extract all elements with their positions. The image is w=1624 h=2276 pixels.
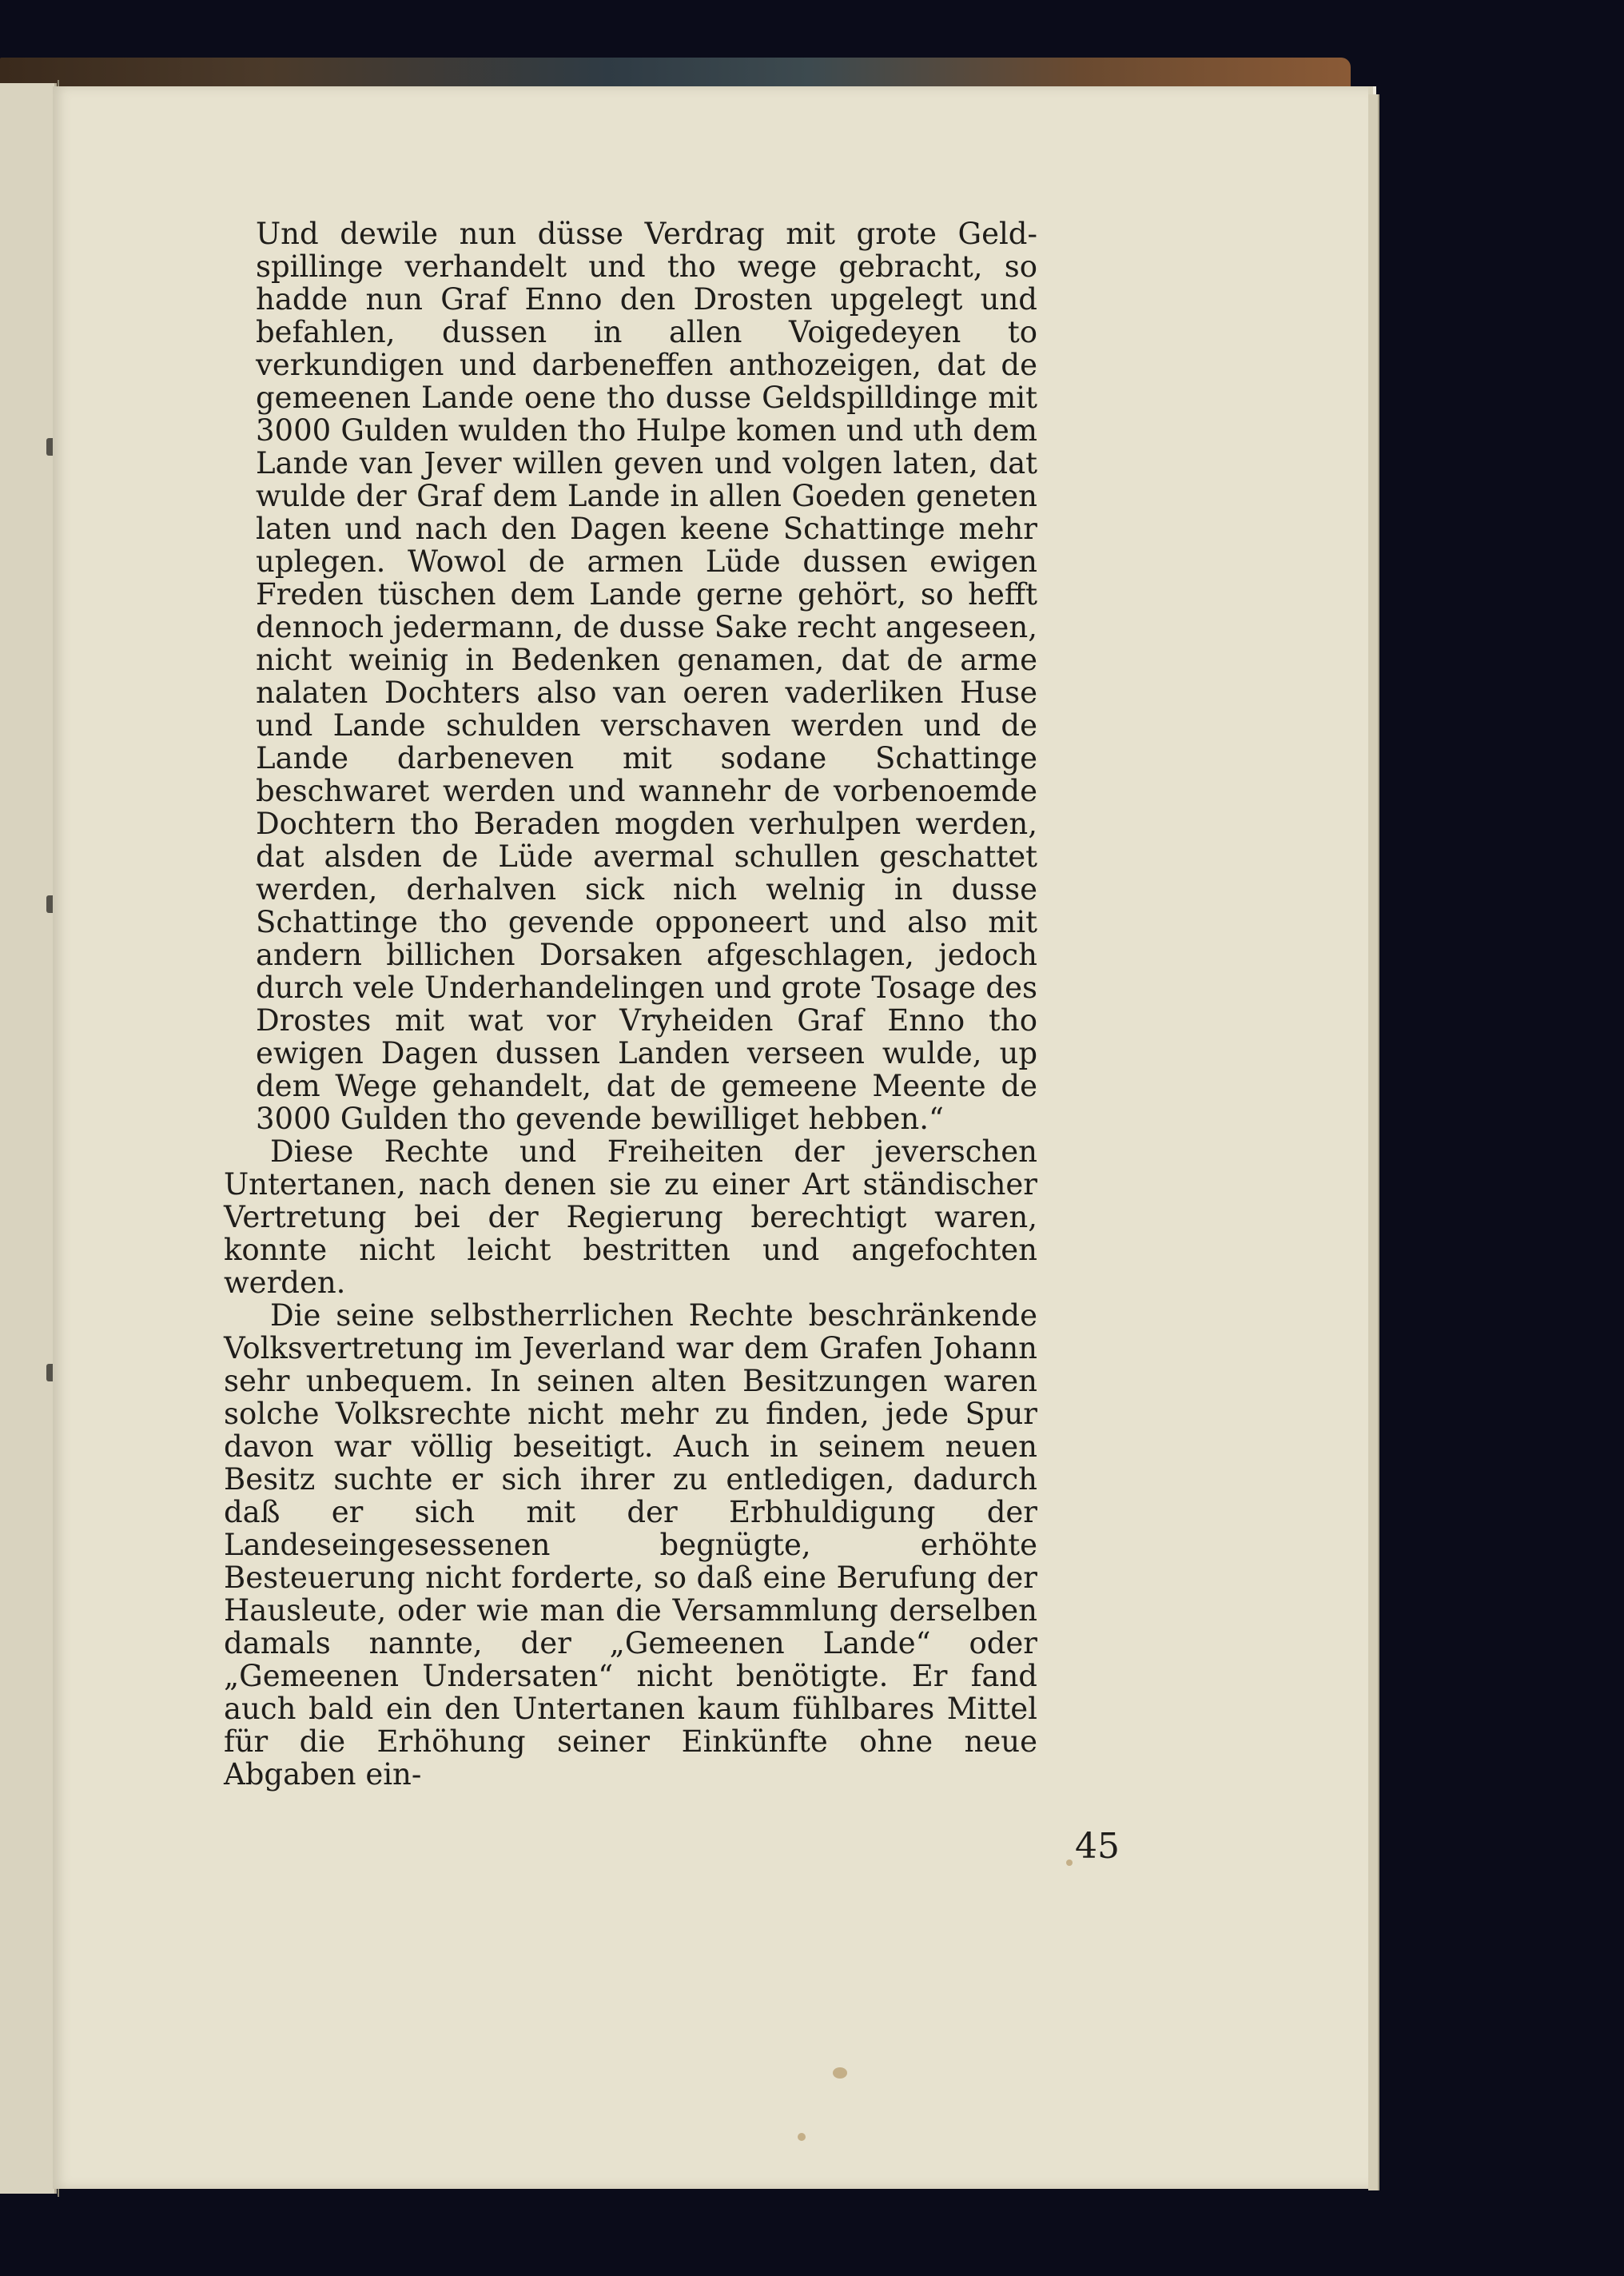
page-stack-edge [1368, 94, 1379, 2190]
quoted-paragraph: Und dewile nun düsse Verdrag mit grote Geld-spillinge verhandelt und tho wege gebracht, so hadde nun Graf Enno den Drosten upgelegt und befahlen, dussen in allen Voigedeyen to verkundigen und darbeneffen anthozeigen, dat de gemeenen Lande oene tho dusse Geldspilldinge mit 3000 Gulden wulden tho Hulpe komen und uth dem Lande van Jever willen geven und volgen laten, dat wulde der Graf dem Lande in allen Goeden geneten laten und nach den Dagen keene Schattinge mehr uplegen. Wowol de armen Lüde dussen ewigen Freden tüschen dem Lande gerne gehört, so hefft dennoch jedermann, de dusse Sake recht angeseen, nicht weinig in Bedenken genamen, dat de arme nalaten Dochters also van oeren vaderliken Huse und Lande schulden verschaven werden und de Lande darbeneven mit sodane Schattinge beschwaret werden und wannehr de vorbenoemde Dochtern tho Beraden mogden verhulpen werden, dat alsden de Lüde avermal schullen geschattet werden, derhalven sick nich welnig in dusse Schattinge tho gevende opponeert und also mit andern billichen Dorsaken afgeschlagen, jedoch durch vele Underhandelingen und grote Tosage des Drostes mit wat vor Vryheiden Graf Enno tho ewigen Dagen dussen Landen verseen wulde, up dem Wege gehandelt, dat de gemeene Meente de 3000 Gulden tho gevende bewilliget hebben.“ [256, 217, 1037, 1136]
page-number: 45 [1075, 1826, 1120, 1867]
page-text [224, 217, 1037, 1791]
paper-spot [1066, 1859, 1073, 1866]
paragraph: Die seine selbstherrlichen Rechte beschränkende Volksvertretung im Jeverland war dem Grafen Johann sehr unbequem. In seinen alten Besitzungen waren solche Volksrechte nicht mehr zu finden, jede Spur davon war völlig beseitigt. Auch in seinem neuen Besitz suchte er sich ihrer zu entledigen, dadurch daß er sich mit der Erbhuldigung der Landeseingesessenen begnügte, erhöhte Besteuerung nicht forderte, so daß eine Berufung der Hausleute, oder wie man die Versammlung derselben damals nannte, der „Gemeenen Lande“ oder „Gemeenen Undersaten“ nicht benötigte. Er fand auch bald ein den Untertanen kaum fühlbares Mittel für die Erhöhung seiner Einkünfte ohne neue Abgaben ein- [224, 1298, 1037, 1792]
paper-spot [798, 2133, 806, 2141]
paragraph: Diese Rechte und Freiheiten der jeverschen Untertanen, nach denen sie zu einer Art ständischer Vertretung bei der Regierung berechtigt waren, konnte nicht leicht bestritten und angefochten werden. [224, 1134, 1037, 1300]
paper-spot [833, 2067, 847, 2079]
left-page [0, 83, 57, 2194]
